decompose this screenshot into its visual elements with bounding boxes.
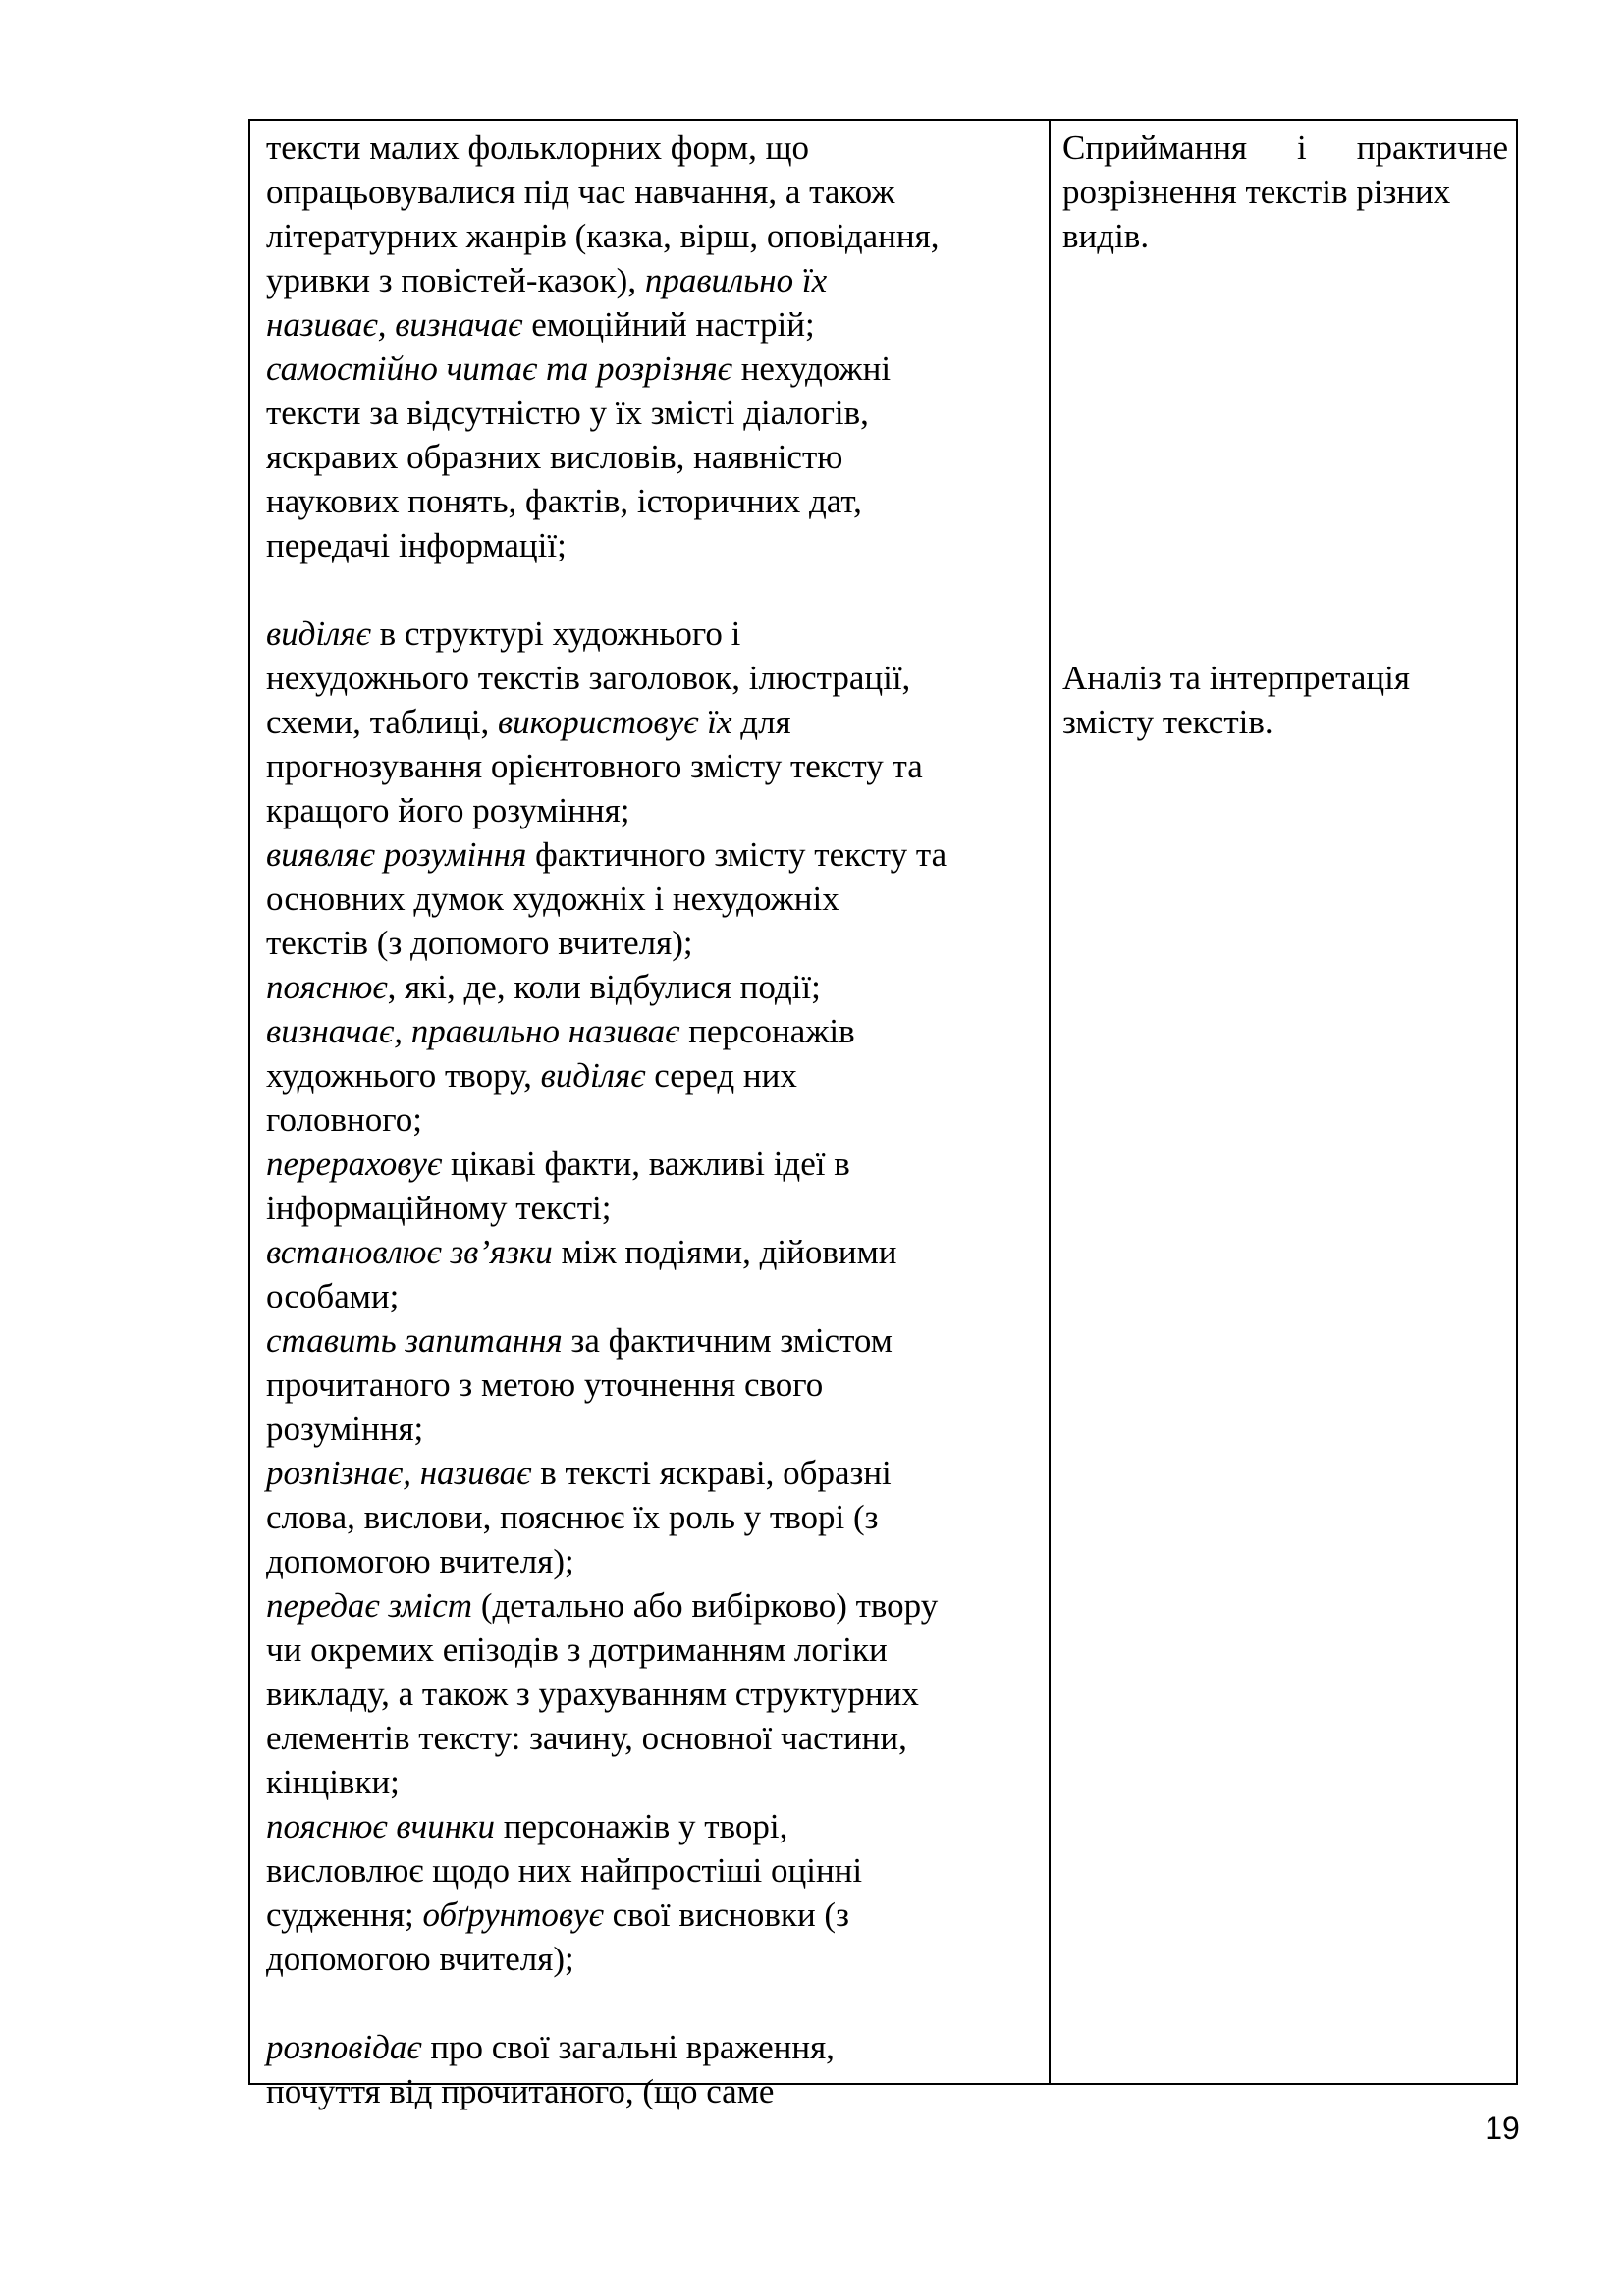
italic-run: виявляє розуміння [266,835,527,874]
text-run: за фактичним змістом [562,1321,893,1360]
italic-run: визначає, правильно називає [266,1012,680,1050]
text-run: тексти за відсутністю у їх змісті діалогів, [266,394,869,432]
left-text-line [266,1495,1039,1539]
left-text-line [266,302,1039,347]
left-text-line [266,965,1039,1009]
italic-run: розповідає [266,2028,422,2066]
italic-run: ставить запитання [266,1321,563,1360]
left-text-line [266,744,1039,788]
text-run: інформаційному тексті; [266,1189,612,1227]
left-text-line [266,1230,1039,1274]
left-text-line [266,391,1039,435]
text-run: (детально або вибірково) твору [472,1586,939,1625]
text-run: висловлює щодо них найпростіші оцінні [266,1851,863,1890]
left-text-line [266,1009,1039,1053]
content-lines-cell [1051,121,1516,2083]
left-text-line [266,1274,1039,1318]
text-run: розуміння; [266,1410,424,1448]
text-run: нехудожні [731,349,892,388]
left-text-line [266,656,1039,700]
left-text-line [266,347,1039,391]
text-run: серед них [645,1056,797,1095]
text-run: прочитаного з метою уточнення свого [266,1365,824,1404]
left-text-line [266,2069,1039,2113]
italic-run: називає, визначає [266,305,523,344]
left-text-line [266,1407,1039,1451]
text-run: елементів тексту: зачину, основної частини, [266,1719,907,1757]
left-text-line [266,612,1039,656]
text-run: основних думок художніх і нехудожніх [266,880,839,918]
italic-run: розпізнає, називає [266,1454,532,1492]
left-text-line [266,435,1039,479]
italic-run: пояснює вчинки [266,1807,496,1845]
text-run: персонажів у творі, [495,1807,788,1845]
left-text-line [266,700,1039,744]
italic-run: самостійно читає та розрізняє [266,349,732,388]
text-run: персонажів [679,1012,855,1050]
text-run: головного; [266,1100,422,1139]
left-text-line [266,258,1039,302]
text-run: почуття від прочитаного, (що саме [266,2072,775,2110]
italic-run: використовує їх [497,703,732,741]
right-text-line: змісту текстів. [1062,703,1273,741]
left-text-line [266,1142,1039,1186]
left-text-line [266,1362,1039,1407]
text-run: тексти малих фольклорних форм, що [266,129,810,167]
text-run: для [731,703,791,741]
text-run: допомогою вчителя); [266,1542,574,1580]
italic-run: передає зміст [266,1586,473,1625]
left-text-line [266,1539,1039,1583]
left-text-line [266,1318,1039,1362]
left-text-line [266,2025,1039,2069]
right-text-line: видів. [1062,217,1150,255]
italic-run: правильно їх [644,261,828,299]
italic-run: встановлює зв’язки [266,1233,553,1271]
left-text-line [266,523,1039,567]
left-text-line [266,1760,1039,1804]
left-text-line [266,788,1039,832]
right-text-line: розрізнення текстів різних [1062,173,1451,211]
text-run: уривки з повістей-казок), [266,261,645,299]
text-run: кінцівки; [266,1763,400,1801]
left-text-line [266,1848,1039,1893]
left-text-line [266,1672,1039,1716]
page-number: 19 [1485,2110,1520,2146]
italic-run: перераховує [266,1145,443,1183]
left-text-line [266,921,1039,965]
italic-run: виділяє [540,1056,646,1095]
text-run: фактичного змісту тексту та [526,835,947,874]
text-run: яскравих образних висловів, наявністю [266,438,843,476]
text-run: художнього твору, [266,1056,541,1095]
text-run: наукових понять, фактів, історичних дат, [266,482,862,520]
left-text-line [266,877,1039,921]
left-text-line [266,214,1039,258]
text-run: цікаві факти, важливі ідеї в [442,1145,850,1183]
right-text-line: Сприймання і практичне [1062,129,1508,167]
left-text-line [266,1097,1039,1142]
text-run: передачі інформації; [266,526,567,564]
text-run: особами; [266,1277,400,1315]
text-run: чи окремих епізодів з дотриманням логіки [266,1630,888,1669]
text-run: емоційний настрій; [522,305,815,344]
text-run: нехудожнього текстів заголовок, ілюстрації, [266,659,911,697]
text-run: літературних жанрів (казка, вірш, оповідання, [266,217,940,255]
left-text-line [266,1583,1039,1628]
left-text-line [266,1716,1039,1760]
italic-run: виділяє [266,614,371,653]
left-text-line [266,170,1039,214]
text-run: опрацьовувалися під час навчання, а також [266,173,895,211]
content-table [248,119,1518,2110]
text-run: викладу, а також з урахуванням структурних [266,1675,919,1713]
text-run: судження; [266,1896,423,1934]
text-run: текстів (з допомого вчителя); [266,924,693,962]
right-text-line: Аналіз та інтерпретація [1062,659,1410,697]
blank-line [266,567,1039,612]
text-run: схеми, таблиці, [266,703,498,741]
left-text-line [266,1451,1039,1495]
left-text-line [266,479,1039,523]
text-run: між подіями, дійовими [552,1233,897,1271]
italic-run: обґрунтовує [422,1896,604,1934]
spacer [1062,258,1508,656]
left-text-line [266,1186,1039,1230]
left-text-line [266,1053,1039,1097]
left-text-line [266,126,1039,170]
text-run: свої висновки (з [603,1896,849,1934]
italic-run: пояснює [266,968,388,1006]
text-run: , які, де, коли відбулися події; [387,968,821,1006]
left-text-line [266,1937,1039,1981]
left-text-line [266,1628,1039,1672]
text-run: в структурі художнього і [370,614,741,653]
blank-line [266,1981,1039,2025]
expected-results-cell [250,121,1051,2110]
left-text-line [266,832,1039,877]
text-run: слова, вислови, пояснює їх роль у творі (з [266,1498,879,1536]
text-run: кращого його розуміння; [266,791,630,829]
text-run: в тексті яскраві, образні [531,1454,892,1492]
left-text-line [266,1893,1039,1937]
left-text-line [266,1804,1039,1848]
text-run: допомогою вчителя); [266,1940,574,1978]
text-run: про свої загальні враження, [421,2028,835,2066]
text-run: прогнозування орієнтовного змісту тексту та [266,747,923,785]
